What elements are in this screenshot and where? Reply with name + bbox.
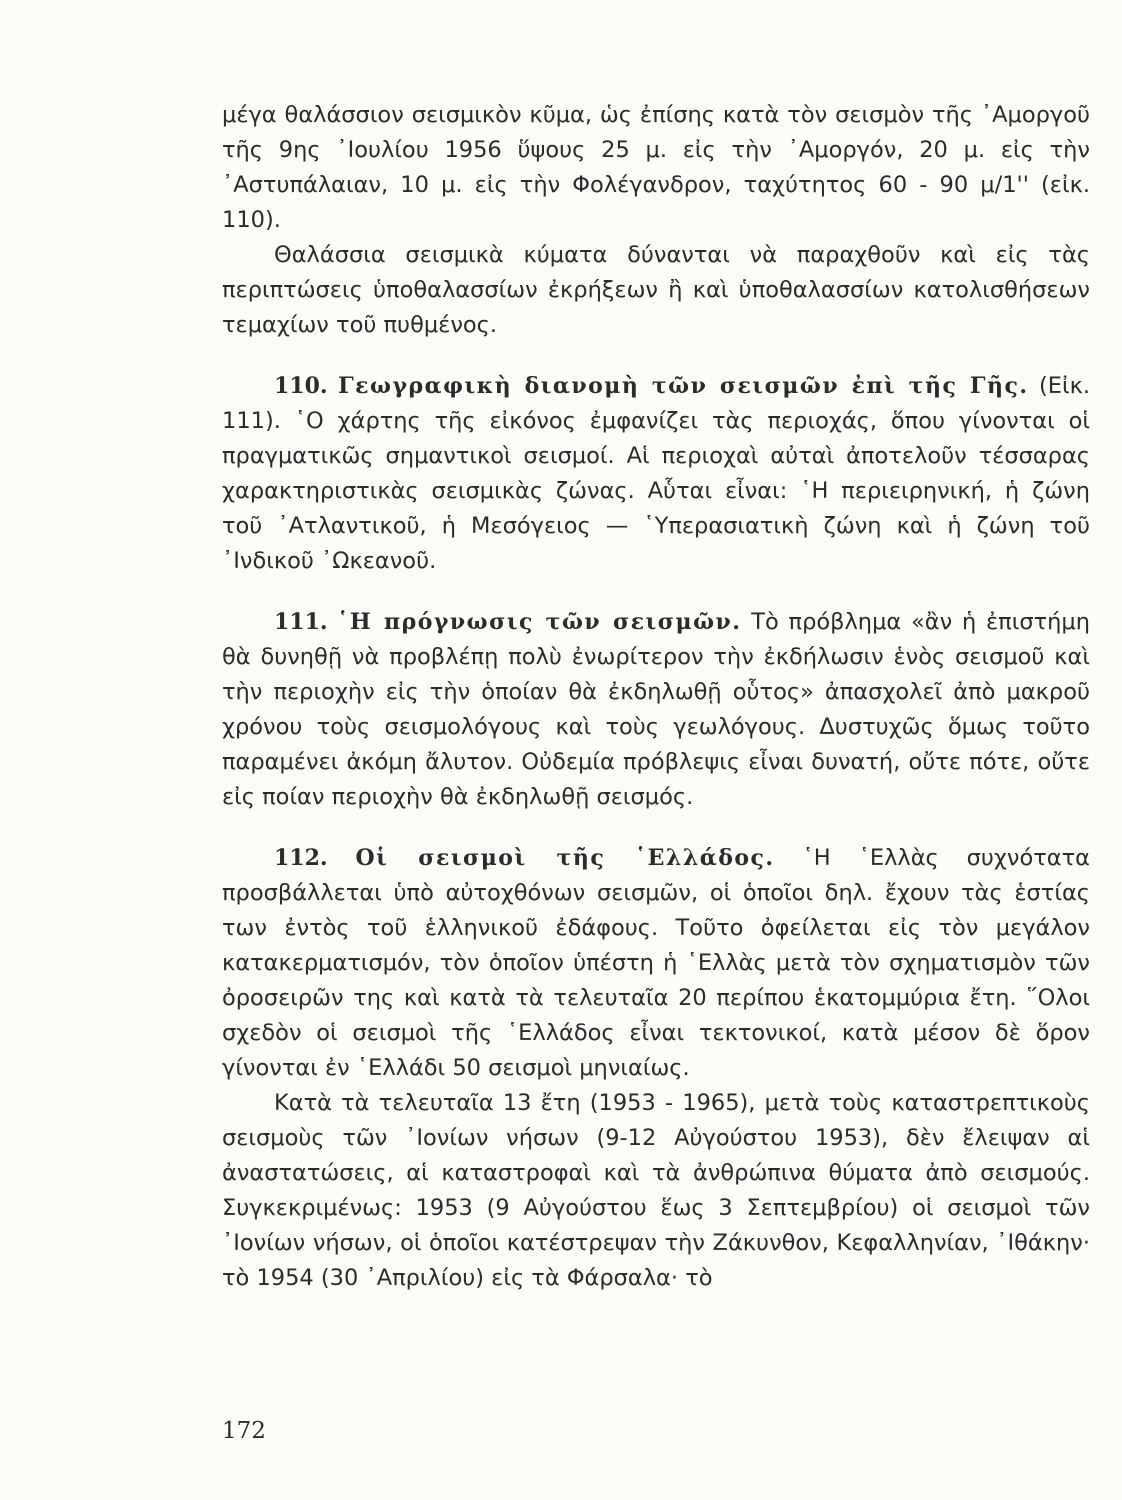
section-body: (Εἰκ. 111). ῾Ο χάρτης τῆς εἰκόνος ἐμφανίζει τὰς περιοχάς, ὅπου γίνονται οἱ πραγματικῶς σημαντικοὶ σεισμοί. Αἱ περιοχαὶ αὐταὶ ἀποτελοῦν τέσσαρας χαρακτηριστικὰς σεισμικὰς ζώνας. Αὗται εἶναι: ῾Η περιειρηνική, ἡ ζώνη τοῦ ᾿Ατλαντικοῦ, ἡ Μεσόγειος — ῾Υπερασιατικὴ ζώνη καὶ ἡ ζώνη τοῦ ᾿Ινδικοῦ ᾿Ωκεανοῦ. [222, 373, 1090, 574]
section-110 [222, 369, 1090, 579]
paragraph-tsunami-amorgos: μέγα θαλάσσιον σεισμικὸν κῦμα, ὡς ἐπίσης κατὰ τὸν σεισμὸν τῆς ᾿Αμοργοῦ τῆς 9ης ᾿Ιουλίου 1956 ὕψους 25 μ. εἰς τὴν ᾿Αμοργόν, 20 μ. εἰς τὴν ᾿Αστυπάλαιαν, 10 μ. εἰς τὴν Φολέγανδρον, ταχύτητος 60 - 90 μ/1'' (εἰκ. 110). [222, 102, 1090, 233]
section-title: Γεωγραφικὴ διανομὴ τῶν σεισμῶν ἐπὶ τῆς Γῆς. [338, 373, 1029, 399]
section-body: Τὸ πρόβλημα «ἂν ἡ ἐπιστήμη θὰ δυνηθῇ νὰ προβλέπῃ πολὺ ἐνωρίτερον τὴν ἐκδήλωσιν ἑνὸς σεισμοῦ καὶ τὴν περιοχὴν εἰς τὴν ὁποίαν θὰ ἐκδηλωθῇ οὗτος» ἀπασχολεῖ ἀπὸ μακροῦ χρόνου τοὺς σεισμολόγους καὶ τοὺς γεωλόγους. Δυστυχῶς ὅμως τοῦτο παραμένει ἀκόμη ἄλυτον. Οὐδεμία πρόβλεψις εἶναι δυνατή, οὔτε πότε, οὔτε εἰς ποίαν περιοχὴν θὰ ἐκδηλωθῇ σεισμός. [222, 609, 1090, 810]
body-text [222, 98, 1090, 1296]
section-body: ῾Η ῾Ελλὰς συχνότατα προσβάλλεται ὑπὸ αὐτοχθόνων σεισμῶν, οἱ ὁποῖοι δηλ. ἔχουν τὰς ἑστίας των ἐντὸς τοῦ ἑλληνικοῦ ἐδάφους. Τοῦτο ὀφείλεται εἰς τὸν μεγάλον κατακερματισμόν, τὸν ὁποῖον ὑπέστη ἡ ῾Ελλὰς μετὰ τὸν σχηματισμὸν τῶν ὀροσειρῶν της καὶ κατὰ τὰ τελευταῖα 20 περίπου ἑκατομμύρια ἔτη. ῞Ολοι σχεδὸν οἱ σεισμοὶ τῆς ῾Ελλάδος εἶναι τεκτονικοί, κατὰ μέσον δὲ ὅρον γίνονται ἐν ῾Ελλάδι 50 σεισμοὶ μηνιαίως. [222, 845, 1091, 1081]
page-number: 172 [222, 1418, 266, 1444]
section-number: 111. [274, 609, 328, 635]
section-title: ῾Η πρόγνωσις τῶν σεισμῶν. [337, 609, 742, 635]
section-111 [222, 605, 1090, 815]
paragraph-greek-earthquakes-list: Κατὰ τὰ τελευταῖα 13 ἔτη (1953 - 1965), μετὰ τοὺς καταστρεπτικοὺς σεισμοὺς τῶν ᾿Ιονίων νήσων (9-12 Αὐγούστου 1953), δὲν ἔλειψαν αἱ ἀναστατώσεις, αἱ καταστροφαὶ καὶ τὰ ἀνθρώπινα θύματα ἀπὸ σεισμούς. Συγκεκριμένως: 1953 (9 Αὐγούστου ἕως 3 Σεπτεμβρίου) οἱ σεισμοὶ τῶν ᾿Ιονίων νήσων, οἱ ὁποῖοι κατέστρεψαν τὴν Ζάκυνθον, Κεφαλληνίαν, ᾿Ιθάκην· τὸ 1954 (30 ᾿Απριλίου) εἰς τὰ Φάρσαλα· τὸ [222, 1090, 1090, 1291]
section-number: 110. [274, 373, 328, 399]
section-112 [222, 841, 1090, 1086]
section-number: 112. [274, 845, 328, 871]
paragraph-tsunami-causes: Θαλάσσια σεισμικὰ κύματα δύνανται νὰ παραχθοῦν καὶ εἰς τὰς περιπτώσεις ὑποθαλασσίων ἐκρήξεων ἢ καὶ ὑποθαλασσίων κατολισθήσεων τεμαχίων τοῦ πυθμένος. [222, 242, 1090, 338]
section-title: Οἱ σεισμοὶ τῆς ῾Ελλάδος. [355, 845, 775, 871]
